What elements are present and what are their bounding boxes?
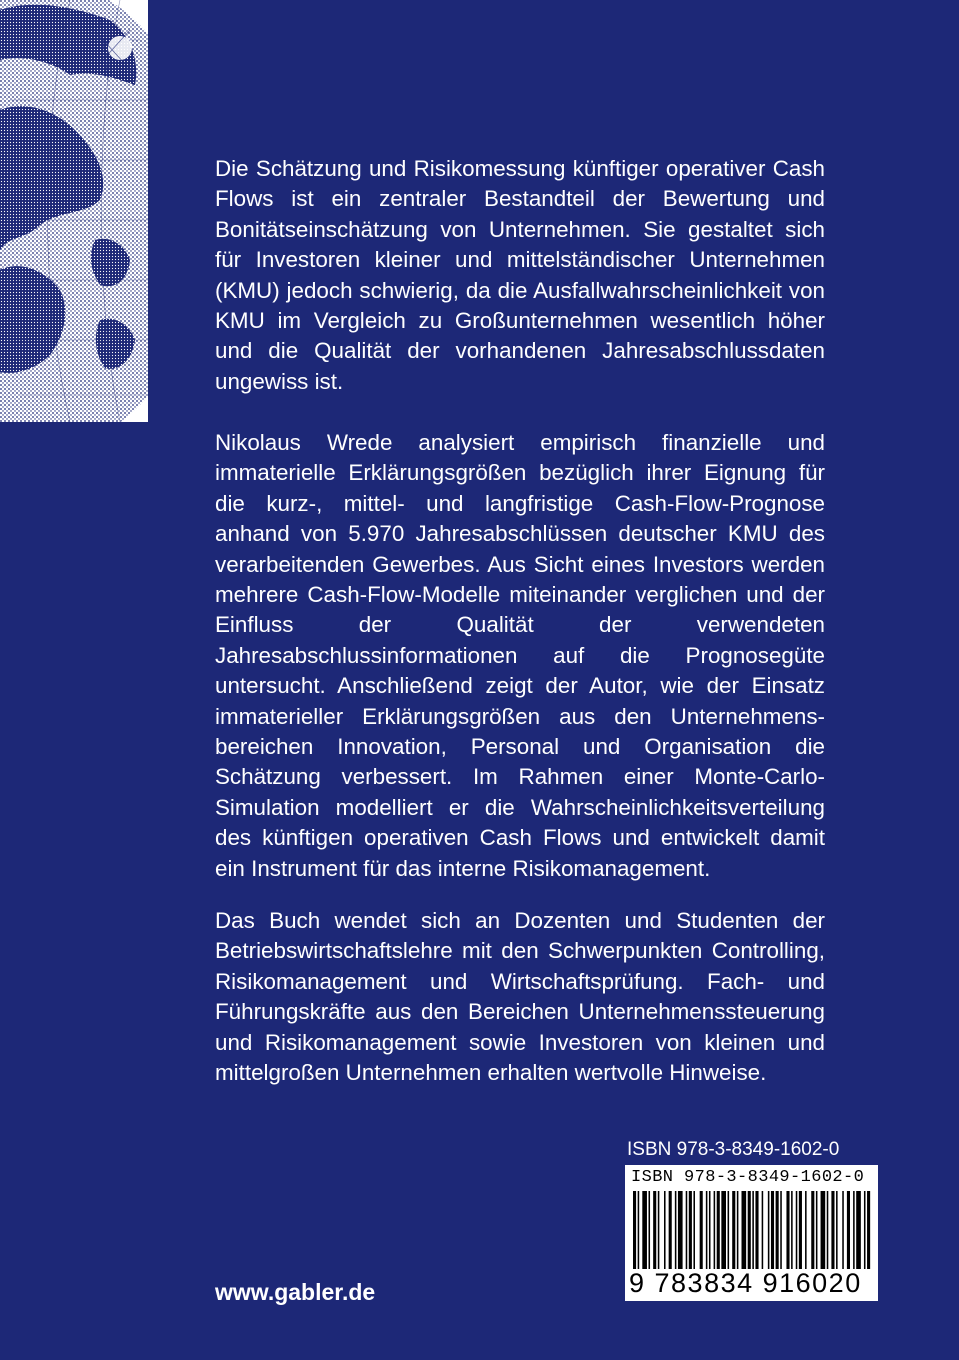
barcode-bar — [836, 1191, 838, 1269]
barcode-bar — [831, 1191, 834, 1269]
barcode-bar — [827, 1191, 829, 1269]
barcode-bar — [686, 1191, 688, 1269]
barcode-bar — [864, 1191, 866, 1269]
barcode-digits: 9 783834 916020 — [629, 1268, 862, 1298]
barcode-bar — [714, 1191, 716, 1269]
barcode-bar — [771, 1191, 774, 1269]
barcode-bar — [816, 1191, 818, 1269]
barcode-bar — [768, 1191, 770, 1269]
barcode-bar — [752, 1191, 754, 1269]
barcode-bar — [737, 1191, 739, 1269]
barcode-bar — [811, 1191, 814, 1269]
barcode-bar — [853, 1191, 855, 1269]
barcode-bar — [786, 1191, 789, 1269]
barcode-bar — [732, 1191, 735, 1269]
barcode-isbn-text: ISBN 978-3-8349-1602-0 — [631, 1168, 865, 1187]
barcode-bar — [675, 1191, 677, 1269]
description-paragraph-1: Die Schätzung und Risikomessung künftiger operativer Cash Flows ist ein zentraler Bestandteil der Bewertung und Bonitätseinschätzung von Unternehmen. Sie gestaltet sich für Investoren kleiner und mittelständischer Unternehmen (KMU) jedoch schwierig, da die Ausfallwahrscheinlichkeit von KMU im Vergleich zu Großunternehmen wesentlich höher und die Qualität der vorhandenen Jahresabschlussdaten ungewiss ist. — [215, 156, 825, 394]
barcode-bar — [842, 1191, 844, 1269]
barcode — [625, 1165, 878, 1301]
barcode-bar — [762, 1191, 764, 1269]
barcode-bar — [821, 1191, 826, 1269]
barcode-bar — [693, 1191, 695, 1269]
barcode-bar — [867, 1191, 870, 1269]
barcode-bar — [780, 1191, 782, 1269]
isbn-label: ISBN 978-3-8349-1602-0 — [627, 1139, 840, 1160]
barcode-bar — [728, 1191, 730, 1269]
barcode-bar — [776, 1191, 779, 1269]
barcode-bar — [638, 1191, 640, 1269]
barcode-bar — [658, 1191, 660, 1269]
barcode-bar — [742, 1191, 747, 1269]
barcode-bar — [721, 1191, 726, 1269]
publisher-website: www.gabler.de — [215, 1279, 376, 1305]
barcode-bar — [664, 1191, 666, 1269]
barcode-bar — [706, 1191, 708, 1269]
globe-illustration — [0, 0, 148, 422]
barcode-bar — [748, 1191, 751, 1269]
barcode-bars — [633, 1191, 871, 1269]
globe-graphic — [0, 0, 148, 422]
barcode-bar — [653, 1191, 656, 1269]
barcode-bar — [709, 1191, 711, 1269]
description-paragraph-2: Nikolaus Wrede analysiert empirisch finanzielle und immaterielle Erklärungsgrößen bezüglich ihrer Eignung für die kurz-, mittel- und langfristige Cash-Flow-Prognose anhand von 5.970 Jahresabschlüssen deutscher KMU des verarbeitenden Gewerbes. Aus Sicht eines Investors werden mehrere Cash-Flow-Modelle miteinander verglichen und der Einfluss der Qualität der verwendeten Jahresabschlussinformationen auf die Prognosegüte untersucht. Anschließend zeigt der Autor, wie der Einsatz immaterieller Erklärungsgrößen aus den Unternehmensbereichen Innovation, Personal und Organisation die Schätzung verbessert. Im Rahmen einer Monte-Carlo-Simulation modelliert er die Wahrscheinlichkeitsverteilung des künftigen operativen Cash Flows und entwickelt damit ein Instrument für das interne Risikomanagement. — [215, 430, 825, 881]
barcode-bar — [805, 1191, 807, 1269]
barcode-bar — [633, 1191, 636, 1269]
barcode-bar — [799, 1191, 802, 1269]
barcode-bar — [856, 1191, 861, 1269]
barcode-bar — [847, 1191, 850, 1269]
barcode-bar — [791, 1191, 793, 1269]
description-paragraph-3: Das Buch wendet sich an Dozenten und Studenten der Betriebswirtschaftslehre mit den Schwerpunkten Controlling, Risikomanagement und Wirtschaftsprüfung. Fach- und Führungskräfte aus den Bereichen Unternehmenssteuerung und Risikomanagement sowie Investoren von kleinen und mittelgroßen Unternehmen erhalten wertvolle Hinweise. — [215, 908, 825, 1086]
barcode-bar — [669, 1191, 672, 1269]
barcode-bar — [700, 1191, 703, 1269]
barcode-bar — [642, 1191, 647, 1269]
barcode-bar — [755, 1191, 758, 1269]
barcode-bar — [649, 1191, 651, 1269]
barcode-bar — [717, 1191, 720, 1269]
barcode-bar — [796, 1191, 798, 1269]
barcode-bar — [689, 1191, 692, 1269]
barcode-bar — [678, 1191, 683, 1269]
